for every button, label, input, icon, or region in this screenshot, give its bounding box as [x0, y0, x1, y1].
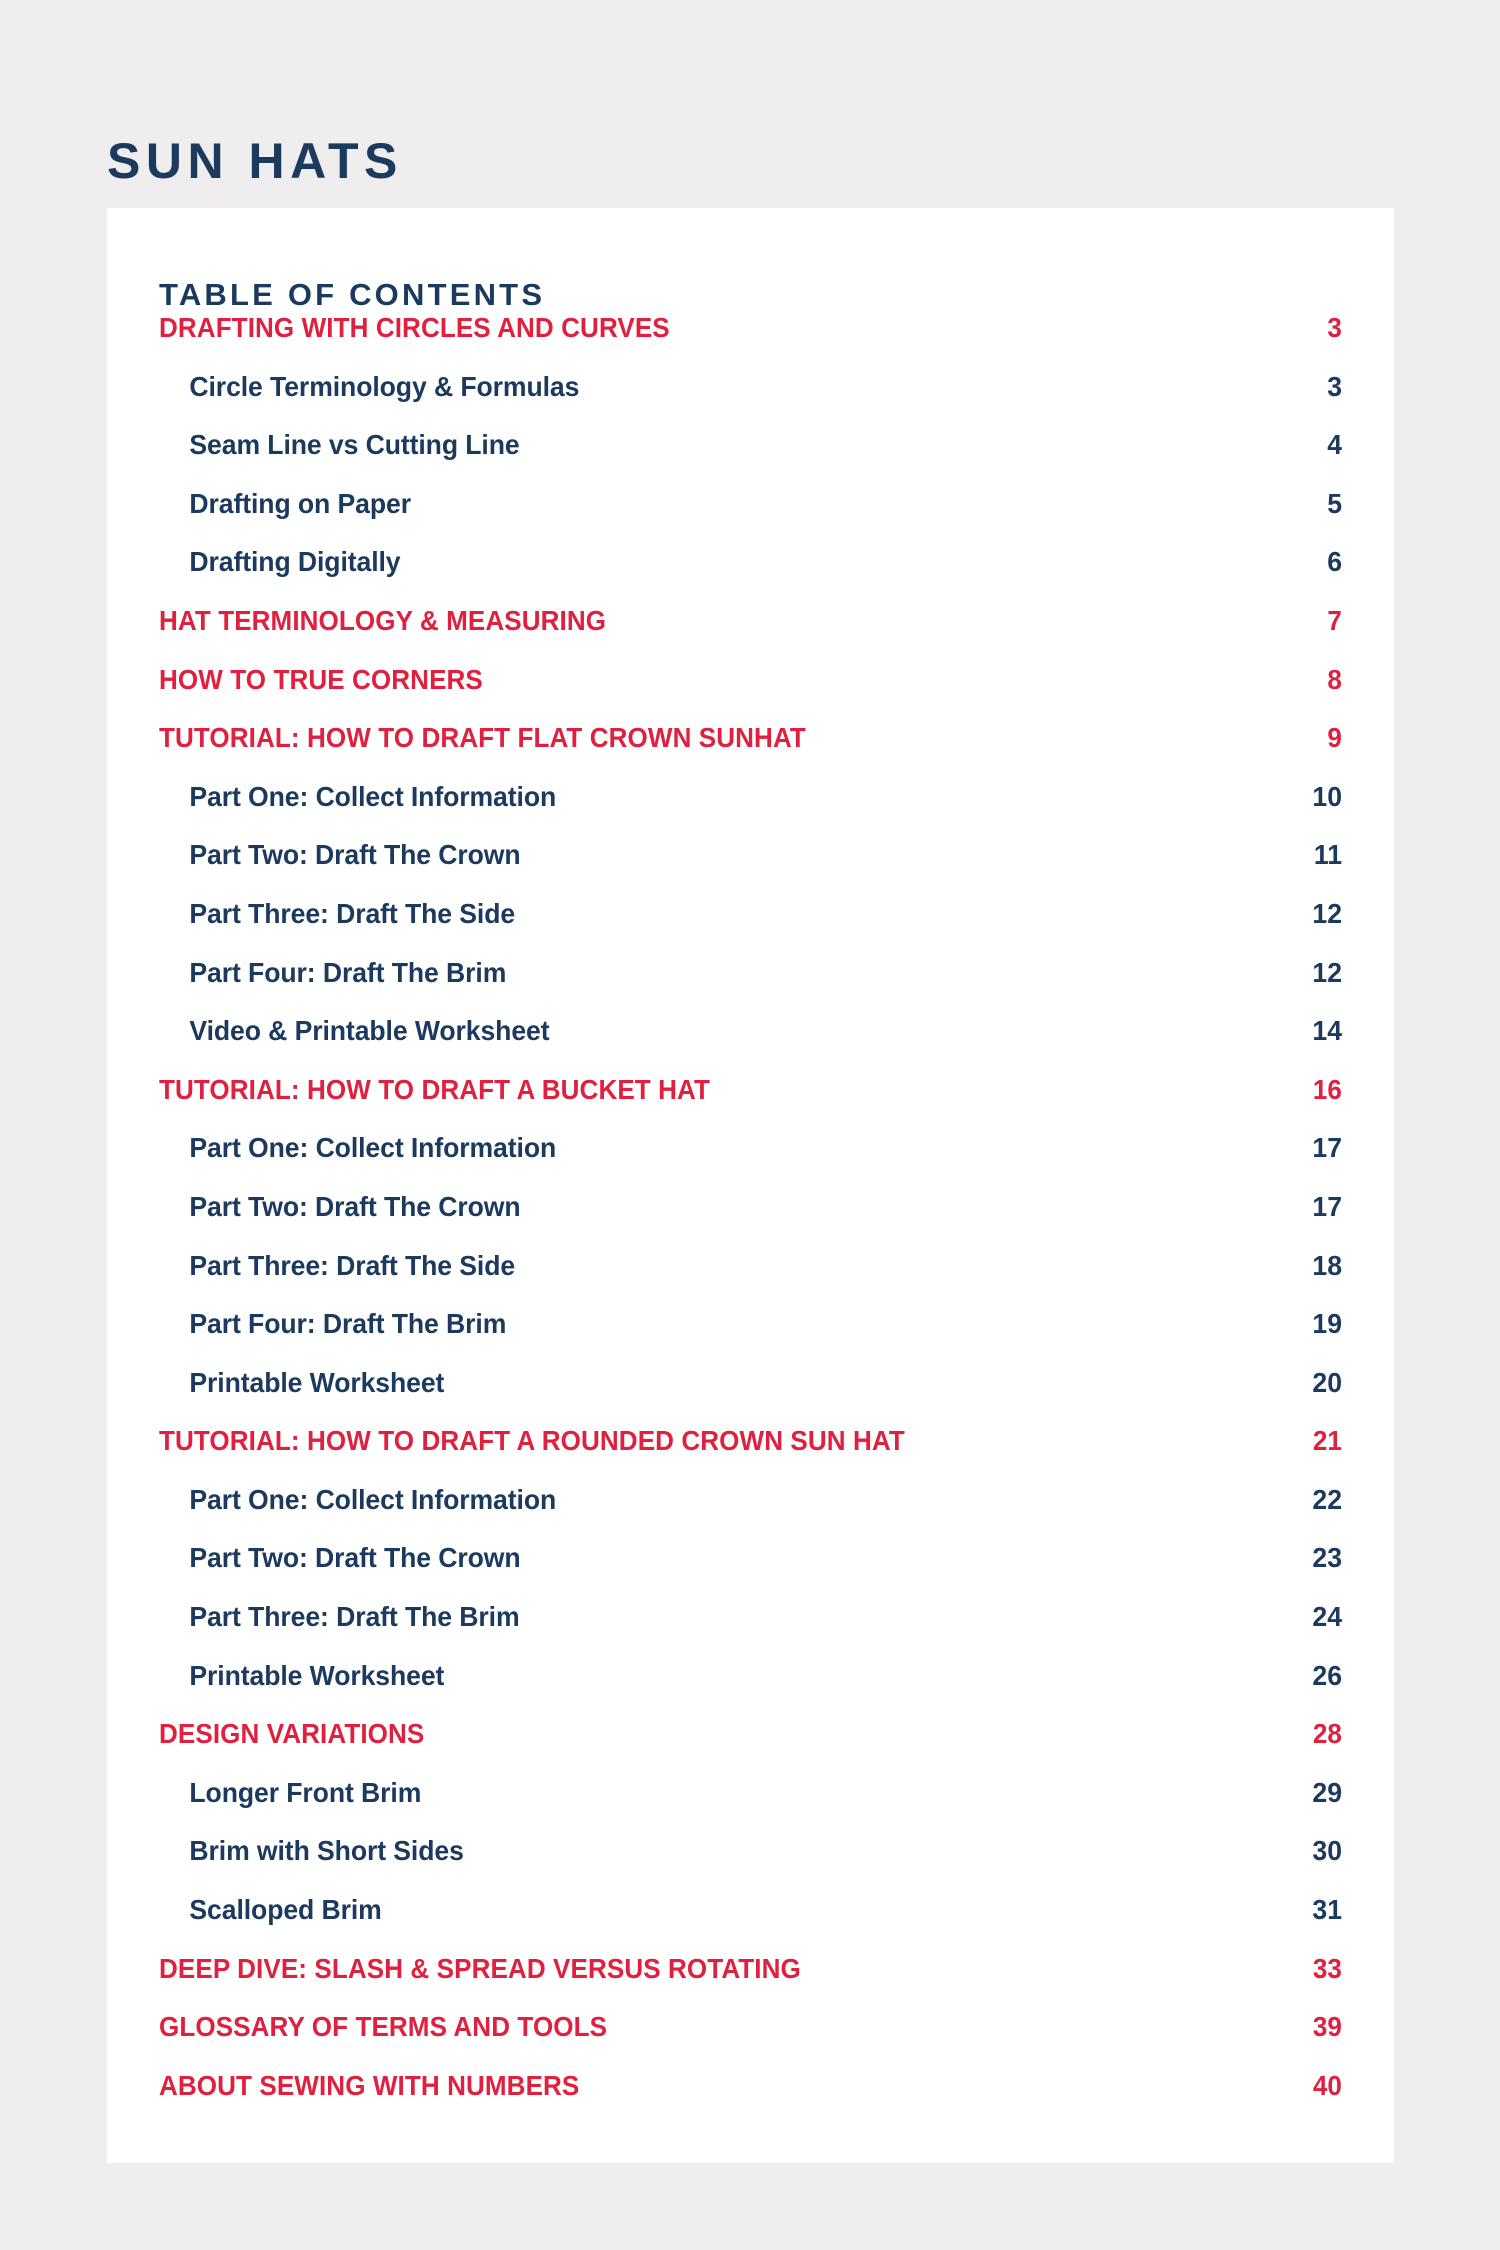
toc-entry[interactable] — [159, 1367, 1342, 1426]
toc-entry[interactable] — [159, 1484, 1342, 1543]
toc-entry-label: Part Four: Draft The Brim — [189, 956, 507, 988]
toc-entry-page-number: 6 — [1327, 546, 1342, 578]
toc-entry-label: Part Three: Draft The Brim — [189, 1601, 520, 1633]
toc-entry-label: Circle Terminology & Formulas — [189, 370, 580, 402]
toc-entry-page-number: 12 — [1312, 897, 1342, 929]
toc-heading: TABLE OF CONTENTS — [159, 276, 546, 312]
toc-entry-page-number: 5 — [1327, 487, 1342, 519]
toc-entry-page-number: 22 — [1312, 1483, 1342, 1515]
toc-entry[interactable] — [159, 546, 1342, 605]
toc-entry[interactable] — [159, 1250, 1342, 1309]
toc-entry[interactable] — [159, 1894, 1342, 1953]
toc-entry-label: TUTORIAL: HOW TO DRAFT A BUCKET HAT — [159, 1073, 711, 1105]
toc-entry-label: Video & Printable Worksheet — [189, 1015, 550, 1047]
toc-entry-label: Drafting on Paper — [189, 487, 411, 519]
toc-entry-label: HAT TERMINOLOGY & MEASURING — [159, 604, 607, 636]
toc-entry-page-number: 7 — [1327, 604, 1342, 636]
toc-entry-page-number: 11 — [1313, 839, 1342, 871]
toc-entry[interactable] — [159, 1601, 1342, 1660]
toc-entry-label: DEEP DIVE: SLASH & SPREAD VERSUS ROTATING — [159, 1952, 801, 1984]
toc-entry[interactable] — [159, 781, 1342, 840]
toc-entry-page-number: 19 — [1312, 1308, 1342, 1340]
toc-entry[interactable] — [159, 1425, 1342, 1484]
toc-entry[interactable] — [159, 2011, 1342, 2070]
toc-entry-label: Scalloped Brim — [189, 1894, 382, 1926]
toc-entry-page-number: 39 — [1312, 2011, 1342, 2043]
toc-entry-page-number: 21 — [1312, 1425, 1342, 1457]
toc-entry-page-number: 33 — [1312, 1952, 1342, 1984]
toc-entry[interactable] — [159, 1308, 1342, 1367]
toc-entry-page-number: 16 — [1312, 1073, 1342, 1105]
toc-entry[interactable] — [159, 1132, 1342, 1191]
toc-entry-page-number: 12 — [1312, 956, 1342, 988]
page-title: SUN HATS — [107, 132, 403, 189]
toc-entry-page-number: 29 — [1312, 1776, 1342, 1808]
toc-entry-label: TUTORIAL: HOW TO DRAFT FLAT CROWN SUNHAT — [159, 722, 806, 754]
toc-entry-page-number: 3 — [1327, 370, 1342, 402]
toc-entry[interactable] — [159, 1777, 1342, 1836]
toc-entry-label: Part Three: Draft The Side — [189, 897, 516, 929]
toc-entry-page-number: 9 — [1327, 722, 1342, 754]
toc-entry[interactable] — [159, 488, 1342, 547]
toc-entry-page-number: 24 — [1312, 1601, 1342, 1633]
toc-entry[interactable] — [159, 371, 1342, 430]
toc-entry-page-number: 14 — [1312, 1015, 1342, 1047]
toc-entry-label: HOW TO TRUE CORNERS — [159, 663, 483, 695]
toc-entry-label: TUTORIAL: HOW TO DRAFT A ROUNDED CROWN SUN HAT — [159, 1425, 905, 1457]
toc-entry-label: Printable Worksheet — [189, 1366, 445, 1398]
toc-entry-label: Part One: Collect Information — [189, 1483, 557, 1515]
toc-entry-page-number: 26 — [1312, 1659, 1342, 1691]
toc-entry[interactable] — [159, 1953, 1342, 2012]
toc-entry[interactable] — [159, 722, 1342, 781]
toc-entry-label: Brim with Short Sides — [189, 1835, 464, 1867]
toc-entry-page-number: 4 — [1327, 429, 1342, 461]
toc-entry[interactable] — [159, 1660, 1342, 1719]
toc-entry[interactable] — [159, 1074, 1342, 1133]
toc-entry-page-number: 8 — [1327, 663, 1342, 695]
toc-entry[interactable] — [159, 664, 1342, 723]
toc-entry-page-number: 17 — [1312, 1190, 1342, 1222]
toc-entry[interactable] — [159, 1542, 1342, 1601]
toc-entry-label: Part Three: Draft The Side — [189, 1249, 516, 1281]
toc-entry-page-number: 31 — [1312, 1894, 1342, 1926]
toc-entry-page-number: 40 — [1312, 2069, 1342, 2101]
toc-entry[interactable] — [159, 839, 1342, 898]
toc-entry-label: ABOUT SEWING WITH NUMBERS — [159, 2069, 580, 2101]
toc-entry-label: Printable Worksheet — [189, 1659, 445, 1691]
toc-entry-page-number: 10 — [1312, 780, 1342, 812]
toc-entry[interactable] — [159, 429, 1342, 488]
table-of-contents-card — [107, 208, 1394, 2163]
toc-entry[interactable] — [159, 2070, 1342, 2129]
toc-entry[interactable] — [159, 957, 1342, 1016]
toc-entry-label: GLOSSARY OF TERMS AND TOOLS — [159, 2011, 608, 2043]
toc-entry-page-number: 23 — [1312, 1542, 1342, 1574]
toc-entry-label: Part One: Collect Information — [189, 780, 557, 812]
toc-entry-page-number: 30 — [1312, 1835, 1342, 1867]
toc-entry-label: Part Two: Draft The Crown — [189, 1542, 521, 1574]
toc-entry[interactable] — [159, 312, 1342, 371]
toc-entry-page-number: 28 — [1312, 1718, 1342, 1750]
toc-entry-label: Part Two: Draft The Crown — [189, 1190, 521, 1222]
toc-entry-label: Part One: Collect Information — [189, 1132, 557, 1164]
toc-entry-label: DRAFTING WITH CIRCLES AND CURVES — [159, 312, 670, 343]
toc-entry-page-number: 20 — [1312, 1366, 1342, 1398]
toc-entry[interactable] — [159, 898, 1342, 957]
toc-entry-label: Longer Front Brim — [189, 1776, 422, 1808]
toc-entry[interactable] — [159, 605, 1342, 664]
toc-entry[interactable] — [159, 1015, 1342, 1074]
toc-entry-page-number: 3 — [1327, 312, 1342, 343]
toc-entry-label: Seam Line vs Cutting Line — [189, 429, 520, 461]
toc-entry-label: Drafting Digitally — [189, 546, 401, 578]
toc-entry-list — [159, 312, 1342, 2128]
toc-entry-label: Part Four: Draft The Brim — [189, 1308, 507, 1340]
toc-entry-page-number: 18 — [1312, 1249, 1342, 1281]
toc-entry[interactable] — [159, 1718, 1342, 1777]
toc-entry[interactable] — [159, 1191, 1342, 1250]
toc-entry-page-number: 17 — [1312, 1132, 1342, 1164]
toc-entry[interactable] — [159, 1835, 1342, 1894]
toc-entry-label: DESIGN VARIATIONS — [159, 1718, 425, 1750]
toc-entry-label: Part Two: Draft The Crown — [189, 839, 521, 871]
